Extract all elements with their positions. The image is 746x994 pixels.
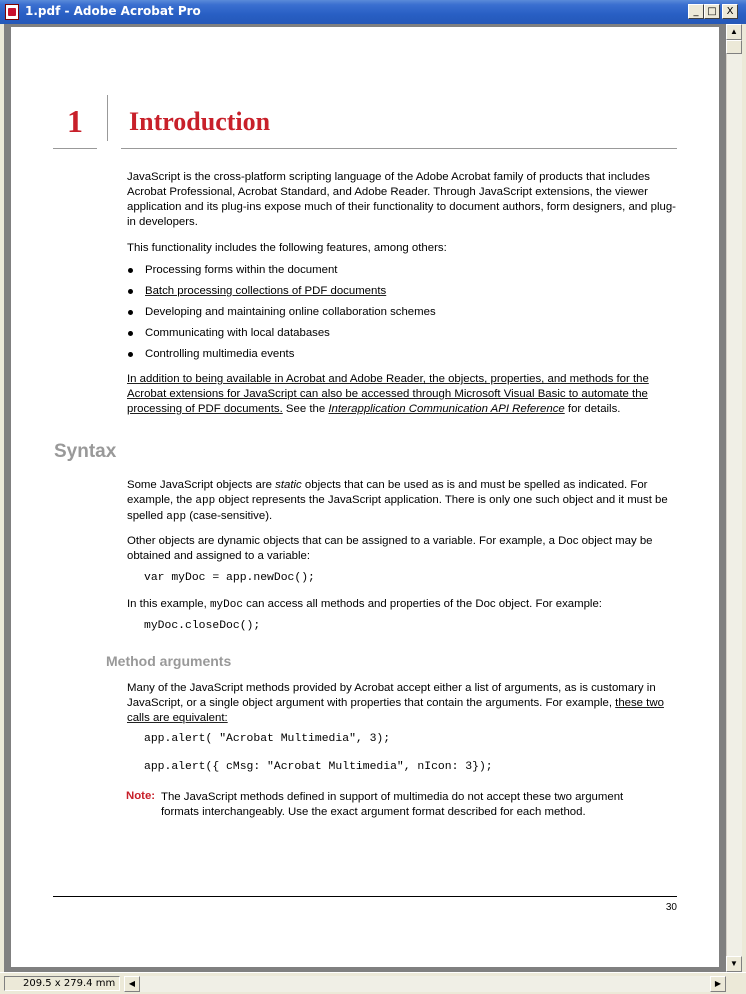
syntax-paragraph-2: Other objects are dynamic objects that can be assigned to a variable. For example, a Doc object may be obtained and assigned to a variable: [127, 535, 653, 562]
title-bar[interactable] [0, 0, 746, 24]
chapter-title: Introduction [129, 107, 271, 136]
text: object represents the JavaScript application. There is only one such object and it must be spelled [127, 494, 668, 522]
code-inline: app [166, 511, 187, 523]
chapter-divider [107, 95, 108, 141]
list-item: Communicating with local databases [127, 326, 677, 347]
text: Some JavaScript objects are [127, 479, 276, 491]
text: objects that can be used as is and must be spelled as indicated. For example, the [127, 479, 648, 506]
scroll-left-icon[interactable]: ◀ [124, 976, 140, 992]
emphasis: static [275, 479, 302, 491]
list-item: Controlling multimedia events [127, 347, 677, 368]
annotated-text[interactable]: In addition to being available in Acrobat and Adobe Reader, the objects, properties, and methods for the Acrobat extensions for JavaScript can also be accessed through Microsoft Visual Basic to automate the processing of PDF documents. [127, 373, 649, 415]
method-paragraph [127, 681, 677, 726]
chapter-number: 1 [67, 103, 83, 139]
api-reference-link[interactable]: Interapplication Communication API Reference [328, 403, 565, 415]
code-sample-1: var myDoc = app.newDoc(); [144, 572, 315, 584]
intro-paragraph: JavaScript is the cross-platform scripting language of the Adobe Acrobat family of products that includes Acrobat Professional, Acrobat Standard, and Adobe Reader. Through JavaScript extensions, the viewer application and its plug-ins expose much of their functionality to document authors, form designers, and plug-in developers. [127, 171, 676, 228]
text: Many of the JavaScript methods provided by Acrobat accept either a list of arguments, as is customary in JavaScript, or a single object argument with properties that contain the arguments. For example, [127, 682, 656, 709]
horizontal-scrollbar[interactable] [124, 976, 726, 992]
code-inline: app [195, 495, 216, 507]
window-title: 1.pdf - Adobe Acrobat Pro [25, 4, 201, 18]
scroll-right-icon[interactable]: ▶ [710, 976, 726, 992]
scroll-down-icon[interactable]: ▼ [726, 956, 742, 972]
note-label: Note: [126, 790, 156, 802]
features-list [127, 263, 677, 368]
page-number: 30 [665, 902, 677, 913]
code-inline: myDoc [209, 599, 243, 611]
list-item: Processing forms within the document [127, 263, 677, 284]
scroll-up-icon[interactable]: ▲ [726, 24, 742, 40]
pdf-page [11, 27, 719, 967]
code-sample-2: myDoc.closeDoc(); [144, 620, 261, 632]
list-item [127, 284, 677, 305]
vertical-scroll-thumb[interactable] [726, 40, 742, 54]
list-item: Developing and maintaining online collaboration schemes [127, 305, 677, 326]
code-sample-4: app.alert({ cMsg: "Acrobat Multimedia", nIcon: 3}); [144, 761, 493, 773]
chapter-rule-right [121, 148, 677, 149]
status-bar [0, 972, 746, 994]
method-arguments-heading: Method arguments [106, 653, 232, 669]
minimize-button[interactable]: _ [688, 4, 704, 19]
footer-rule [53, 896, 677, 897]
document-view[interactable] [4, 24, 726, 972]
annotated-text[interactable]: these two calls are equivalent: [127, 697, 664, 724]
syntax-paragraph-1 [127, 478, 677, 525]
text: (case-sensitive). [186, 510, 273, 522]
maximize-button[interactable]: □ [704, 4, 720, 19]
note-text: The JavaScript methods defined in support of multimedia do not accept these two argument formats interchangeably. Use the exact argument format described for each method. [161, 791, 624, 818]
code-sample-3: app.alert( "Acrobat Multimedia", 3); [144, 733, 391, 745]
availability-paragraph [127, 372, 677, 417]
text: In this example, [127, 598, 210, 610]
close-button[interactable]: X [722, 4, 738, 19]
annotated-text[interactable]: Batch processing collections of PDF documents [145, 285, 387, 297]
syntax-paragraph-3 [127, 597, 677, 613]
text: See the [282, 403, 329, 415]
features-intro: This functionality includes the following features, among others: [127, 242, 447, 254]
syntax-heading: Syntax [54, 441, 117, 462]
acrobat-app-icon[interactable] [5, 4, 19, 20]
chapter-rule-left [53, 148, 97, 149]
vertical-scrollbar[interactable] [726, 24, 742, 972]
text: can access all methods and properties of the Doc object. For example: [242, 598, 602, 610]
text: for details. [564, 403, 621, 415]
page-size-indicator: 209.5 x 279.4 mm [4, 976, 120, 991]
